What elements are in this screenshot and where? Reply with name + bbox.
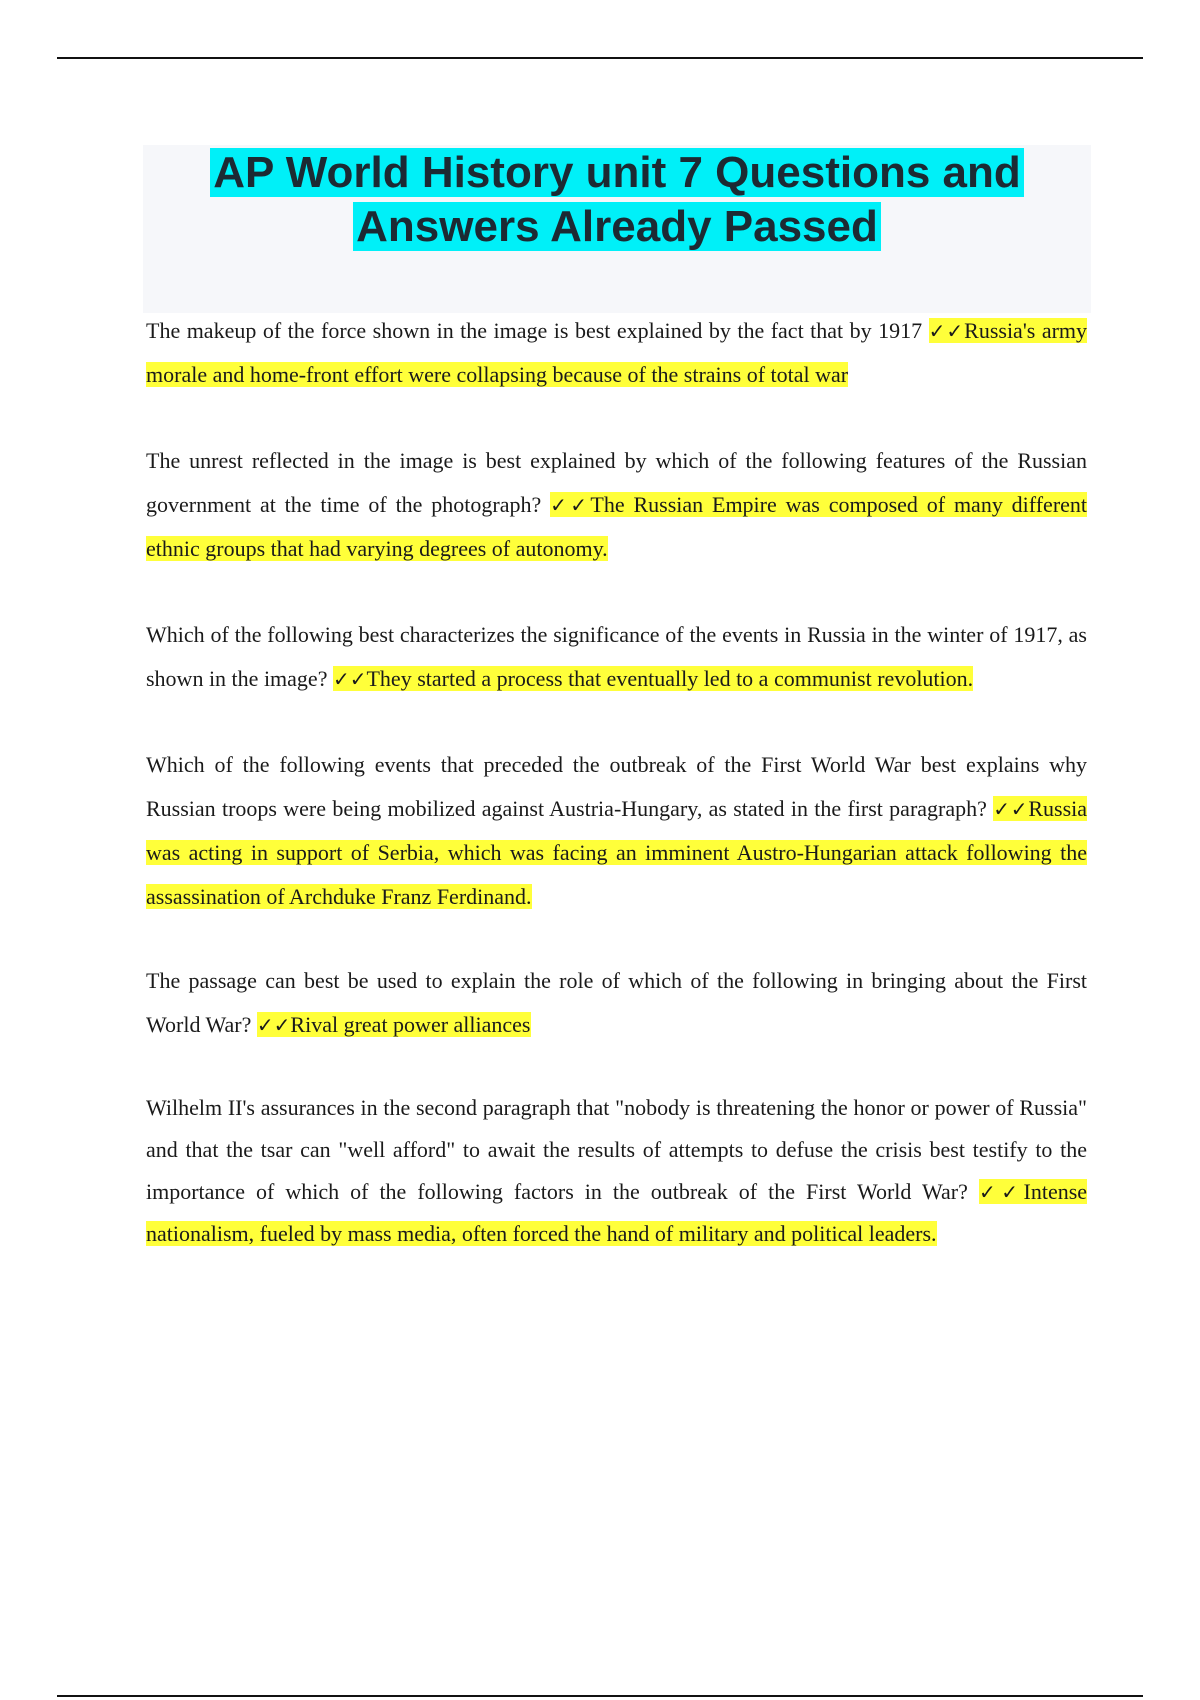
qa-list xyxy=(146,309,1087,1255)
qa-item xyxy=(146,1087,1087,1255)
footer-rule xyxy=(57,1695,1143,1697)
answer-text: ✓✓They started a process that eventually led to a communist revolution. xyxy=(332,666,974,691)
question-text: Which of the following events that preceded the outbreak of the First World War best explains why Russian troops were being mobilized against Austria-Hungary, as stated in the first paragraph? xyxy=(146,752,1087,821)
answer-text: ✓✓Intense nationalism, fueled by mass media, often forced the hand of military and political leaders. xyxy=(146,1179,1088,1246)
header-rule xyxy=(57,57,1143,59)
question-text: Which of the following best characterizes the significance of the events in Russia in the winter of 1917, as shown in the image? xyxy=(146,622,1087,691)
document-title xyxy=(143,146,1091,254)
answer-text: ✓✓Russia was acting in support of Serbia, which was facing an imminent Austro-Hungarian attack following the assassination of Archduke Franz Ferdinand. xyxy=(146,796,1088,909)
qa-item xyxy=(146,613,1087,701)
double-check-icon: ✓✓ xyxy=(256,1013,291,1037)
double-check-icon: ✓✓ xyxy=(550,493,591,517)
question-text: The makeup of the force shown in the image is best explained by the fact that by 1917 xyxy=(146,318,923,343)
title-line-1: AP World History unit 7 Questions and xyxy=(210,148,1024,197)
qa-item xyxy=(146,743,1087,919)
qa-item xyxy=(146,959,1087,1047)
qa-item xyxy=(146,439,1087,571)
answer-text: ✓✓The Russian Empire was composed of many different ethnic groups that had varying degrees of autonomy. xyxy=(146,492,1088,561)
qa-item xyxy=(146,309,1087,397)
title-line-2: Answers Already Passed xyxy=(353,202,881,251)
answer-text: ✓✓Russia's army morale and home-front effort were collapsing because of the strains of total war xyxy=(146,318,1088,387)
double-check-icon: ✓✓ xyxy=(993,797,1029,821)
double-check-icon: ✓✓ xyxy=(978,1180,1024,1204)
question-text: The passage can best be used to explain the role of which of the following in bringing about the First World War? xyxy=(146,968,1087,1037)
double-check-icon: ✓✓ xyxy=(928,319,965,343)
double-check-icon: ✓✓ xyxy=(332,667,367,691)
question-text: Wilhelm II's assurances in the second paragraph that "nobody is threatening the honor or power of Russia" and that the tsar can "well afford" to await the results of attempts to defuse the crisis best testify to the importance of which of the following factors in the outbreak of the First World War? xyxy=(146,1095,1087,1204)
question-text: The unrest reflected in the image is best explained by which of the following features of the Russian government at the time of the photograph? xyxy=(146,448,1087,517)
answer-text: ✓✓Rival great power alliances xyxy=(256,1012,531,1037)
